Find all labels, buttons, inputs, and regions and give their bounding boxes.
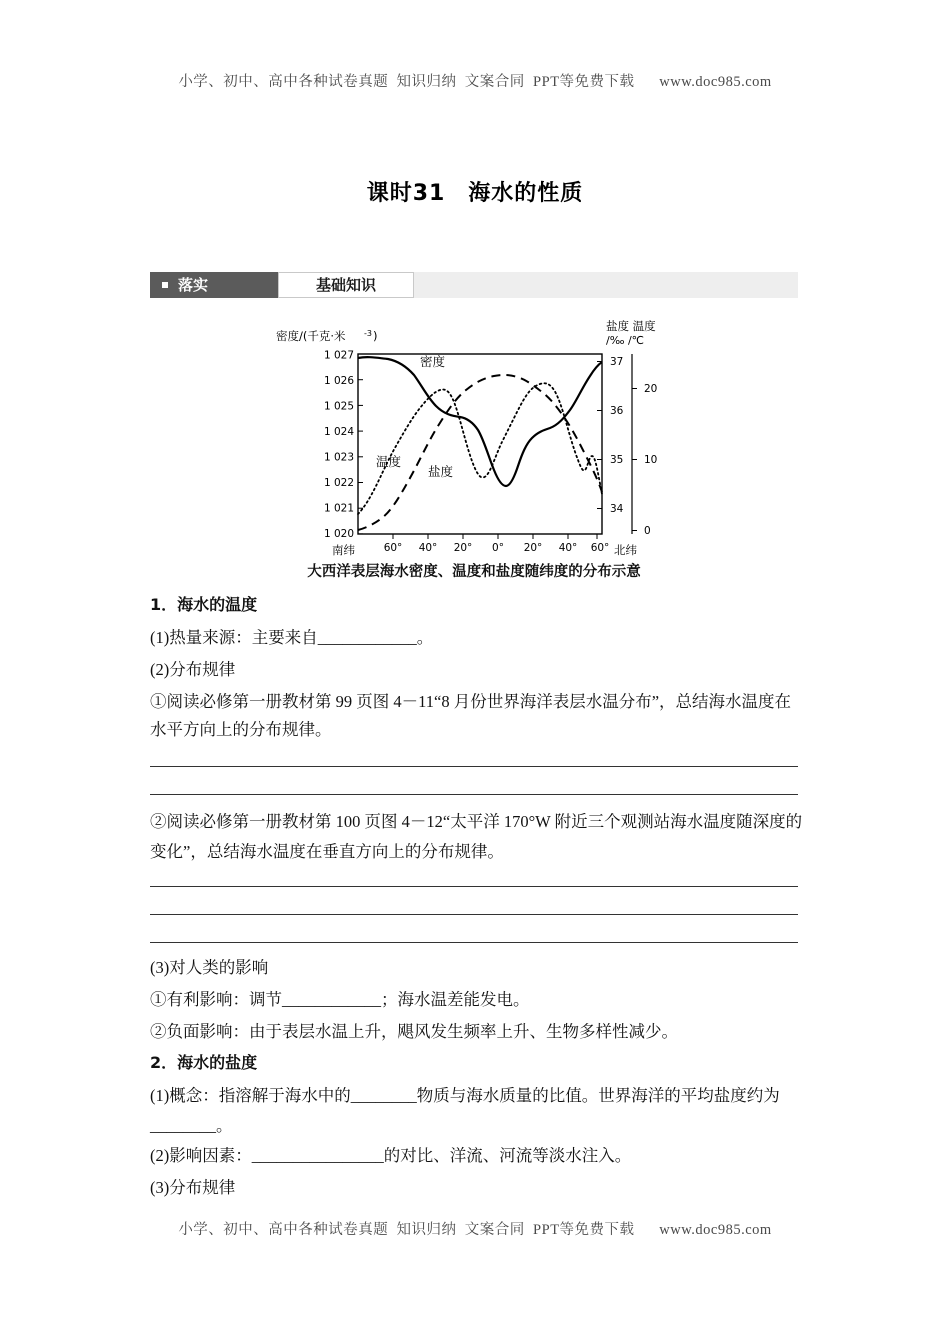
heading-sea-temperature: 1．海水的温度 [150, 595, 258, 614]
line-heat-source: (1)热量来源：主要来自____________。 [150, 628, 434, 647]
svg-text:-3: -3 [364, 329, 372, 338]
svg-text:/‰ /℃: /‰ /℃ [606, 334, 645, 347]
figure-sea-water-properties [270, 318, 690, 588]
svg-text:1 027: 1 027 [323, 349, 354, 362]
svg-text:1 024: 1 024 [323, 426, 354, 438]
bullet-square-icon [162, 282, 168, 288]
figure-label-temperature: 温度 [376, 454, 402, 469]
svg-text:0: 0 [644, 525, 651, 537]
figure-label-density: 密度 [420, 354, 446, 369]
figure-caption: 大西洋表层海水密度、温度和盐度随纬度的分布示意 [307, 564, 641, 580]
page-title: 课时31 海水的性质 [366, 181, 584, 206]
svg-text:20°: 20° [453, 542, 473, 554]
line-human-impact: (3)对人类的影响 [150, 958, 269, 977]
line-positive-impact: ①有利影响：调节____________；海水温差能发电。 [150, 990, 530, 1009]
line-distribution-pattern: (2)分布规律 [150, 660, 236, 679]
answer-rule-3 [150, 886, 798, 887]
section-dark-label: 落实 [178, 276, 209, 294]
svg-text:40°: 40° [558, 542, 578, 554]
svg-text:10: 10 [644, 454, 658, 466]
answer-rule-2 [150, 794, 798, 795]
figure-label-salinity: 盐度 [428, 464, 454, 479]
line-reading-2a: ②阅读必修第一册教材第 100 页图 4－12“太平洋 170°W 附近三个观测站海水温度随深度的 [150, 812, 803, 831]
line-salinity-concept-a: (1)概念：指溶解于海水中的________物质与海水质量的比值。世界海洋的平均盐度约为 [150, 1086, 780, 1105]
svg-text:60°: 60° [590, 542, 610, 554]
svg-text:0°: 0° [492, 542, 504, 554]
answer-rule-1 [150, 766, 798, 767]
watermark-bottom: 小学、初中、高中各种试卷真题 知识归纳 文案合同 PPT等免费下载 www.doc985.com [178, 1222, 772, 1238]
line-salinity-distribution: (3)分布规律 [150, 1178, 236, 1197]
svg-text:37: 37 [610, 356, 624, 368]
line-salinity-concept-b: ________。 [150, 1116, 233, 1135]
svg-text:34: 34 [610, 503, 624, 515]
svg-text:35: 35 [610, 454, 624, 466]
section-header-white: 基础知识 [278, 272, 414, 298]
line-reading-1a: ①阅读必修第一册教材第 99 页图 4－11“8 月份世界海洋表层水温分布”，总结海水温度在 [150, 692, 792, 711]
svg-text:40°: 40° [418, 542, 438, 554]
svg-text:1 020: 1 020 [323, 528, 354, 540]
watermark-top: 小学、初中、高中各种试卷真题 知识归纳 文案合同 PPT等免费下载 www.doc985.com [178, 74, 772, 90]
svg-text:北纬: 北纬 [614, 543, 637, 557]
section-header-dark [150, 272, 278, 298]
svg-text:1 021: 1 021 [323, 502, 354, 515]
line-reading-2b: 变化”，总结海水温度在垂直方向上的分布规律。 [150, 842, 504, 861]
svg-text:20°: 20° [523, 542, 543, 554]
heading-sea-salinity: 2．海水的盐度 [150, 1053, 258, 1072]
svg-text:南纬: 南纬 [332, 543, 355, 557]
svg-text:): ) [373, 329, 378, 343]
svg-text:密度/(千克·米: 密度/(千克·米 [276, 329, 346, 343]
line-influencing-factors: (2)影响因素：________________的对比、洋流、河流等淡水注入。 [150, 1146, 632, 1165]
svg-text:36: 36 [610, 405, 624, 417]
svg-text:60°: 60° [383, 542, 403, 554]
svg-text:20: 20 [644, 383, 658, 395]
answer-rule-4 [150, 914, 798, 915]
line-reading-1b: 水平方向上的分布规律。 [150, 720, 332, 739]
svg-text:1 026: 1 026 [323, 375, 354, 387]
svg-text:1 022: 1 022 [323, 477, 354, 489]
answer-rule-5 [150, 942, 798, 943]
svg-text:1 023: 1 023 [323, 451, 354, 464]
line-negative-impact: ②负面影响：由于表层水温上升，飓风发生频率上升、生物多样性减少。 [150, 1022, 678, 1041]
svg-text:盐度 温度: 盐度 温度 [606, 319, 656, 333]
svg-text:1 025: 1 025 [323, 400, 354, 413]
